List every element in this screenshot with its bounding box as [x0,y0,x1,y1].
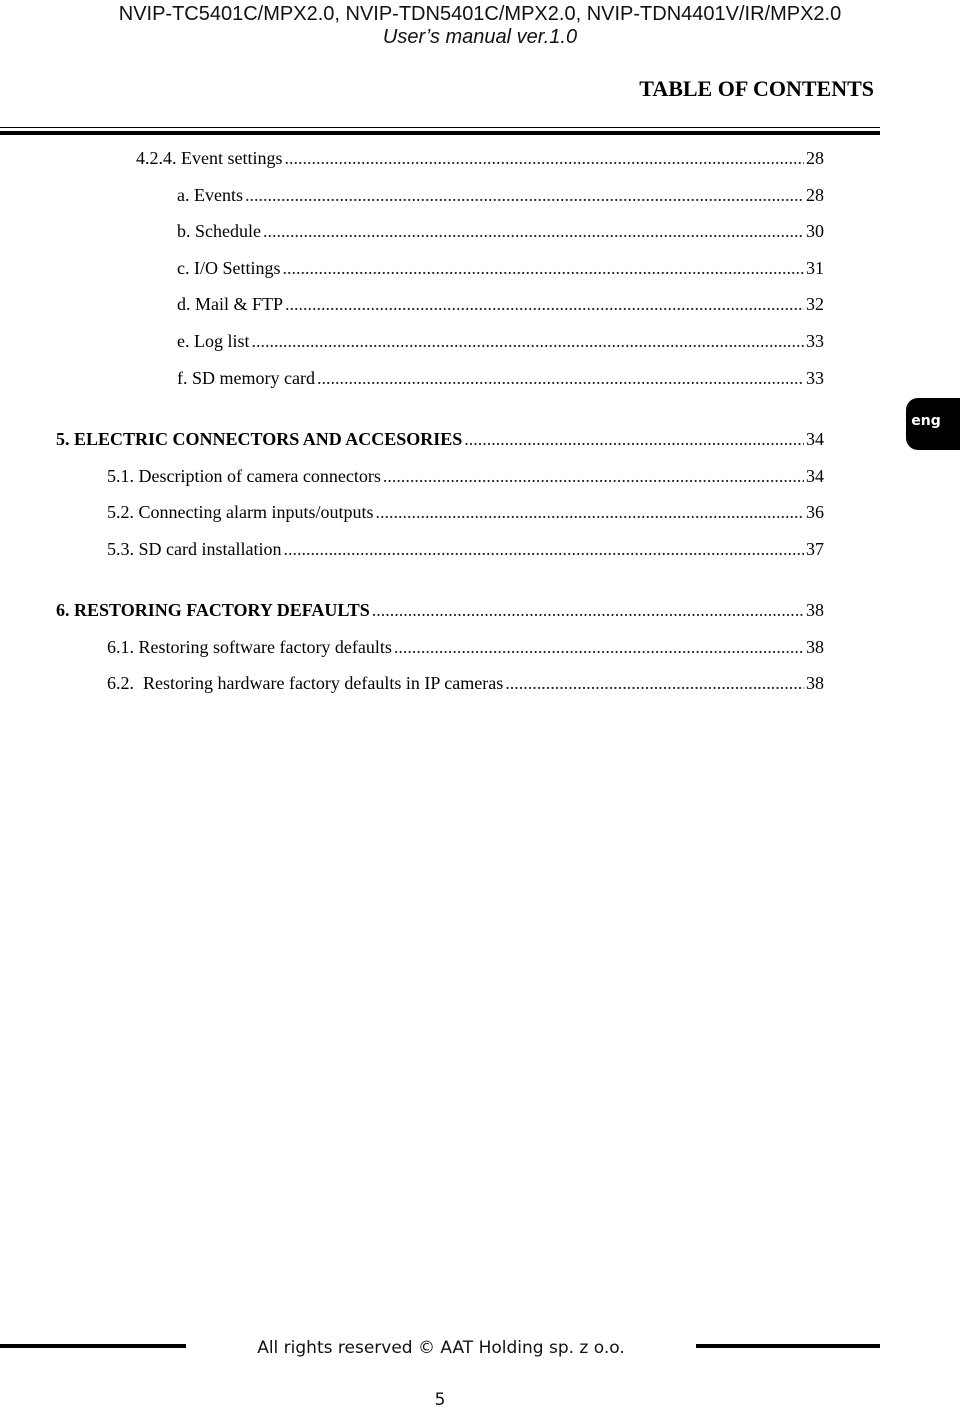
toc-entry-event-settings[interactable] [136,148,824,172]
toc-entry-page: 34 [806,429,824,449]
toc-entry-label: 5.3. SD card installation [107,539,282,559]
toc-entry-label: 5. ELECTRIC CONNECTORS AND ACCESORIES [56,429,463,449]
toc-entry-software-defaults[interactable] [107,637,824,661]
toc-leader-dots [383,466,804,487]
toc-entry-page: 33 [806,331,824,351]
toc-entry-label: 6.2. Restoring hardware factory defaults in IP cameras [107,673,504,693]
toc-leader-dots [372,600,804,621]
toc-entry-page: 38 [806,673,824,693]
toc-leader-dots [245,185,804,206]
toc-leader-dots [285,294,804,315]
header-divider-thick [0,131,880,135]
toc-entry-camera-connectors[interactable] [107,466,824,490]
toc-entry-page: 31 [806,258,824,278]
toc-leader-dots [394,637,804,658]
toc-leader-dots [285,148,805,169]
toc-leader-dots [263,221,804,242]
toc-entry-restoring-defaults[interactable] [56,600,824,624]
toc-entry-io-settings[interactable] [177,258,824,282]
toc-entry-label: e. Log list [177,331,250,351]
toc-leader-dots [283,539,804,560]
toc-entry-page: 38 [806,637,824,657]
header-manual-version: User’s manual ver.1.0 [382,26,578,48]
toc-entry-page: 28 [806,185,824,205]
toc-entry-page: 32 [806,294,824,314]
toc-entry-log-list[interactable] [177,331,824,355]
language-tab-label: eng [911,413,941,429]
toc-entry-label: a. Events [177,185,243,205]
toc-entry-page: 37 [806,539,824,559]
toc-entry-electric-connectors[interactable] [56,429,824,453]
toc-entry-sd-card-installation[interactable] [107,539,824,563]
toc-leader-dots [464,429,804,450]
toc-leader-dots [505,673,804,694]
toc-leader-dots [283,258,805,279]
toc-leader-dots [375,502,804,523]
toc-entry-label: b. Schedule [177,221,261,241]
toc-entry-page: 33 [806,368,824,388]
toc-entry-hardware-defaults[interactable] [107,673,824,697]
toc-entry-label: d. Mail & FTP [177,294,284,314]
toc-entry-mail-ftp[interactable] [177,294,824,318]
toc-entry-alarm-io[interactable] [107,502,824,526]
toc-entry-page: 28 [806,148,824,168]
toc-entry-label: 6. RESTORING FACTORY DEFAULTS [56,600,370,620]
toc-leader-dots [317,368,804,389]
toc-entry-label: 6.1. Restoring software factory defaults [107,637,392,657]
toc-leader-dots [252,331,805,352]
toc-entry-page: 36 [806,502,824,522]
page-title: TABLE OF CONTENTS [639,76,874,101]
toc-entry-page: 38 [806,600,824,620]
footer-copyright: All rights reserved © AAT Holding sp. z o.o. [257,1338,625,1358]
toc-entry-label: c. I/O Settings [177,258,281,278]
toc-entry-page: 34 [806,466,824,486]
language-tab[interactable] [906,398,960,450]
header-models: NVIP-TC5401C/MPX2.0, NVIP-TDN5401C/MPX2.0, NVIP-TDN4401V/IR/MPX2.0 [118,3,842,25]
footer-divider-right [696,1344,880,1348]
toc-entry-sd-memory-card[interactable] [177,368,824,392]
header-divider-thin [0,127,880,128]
toc-entry-label: 5.1. Description of camera connectors [107,466,381,486]
toc-entry-schedule[interactable] [177,221,824,245]
toc-entry-label: 4.2.4. Event settings [136,148,283,168]
footer-divider-left [0,1344,186,1348]
page-number: 5 [434,1390,446,1410]
toc-entry-label: f. SD memory card [177,368,315,388]
toc-entry-events[interactable] [177,185,824,209]
toc-entry-label: 5.2. Connecting alarm inputs/outputs [107,502,374,522]
toc-entry-page: 30 [806,221,824,241]
